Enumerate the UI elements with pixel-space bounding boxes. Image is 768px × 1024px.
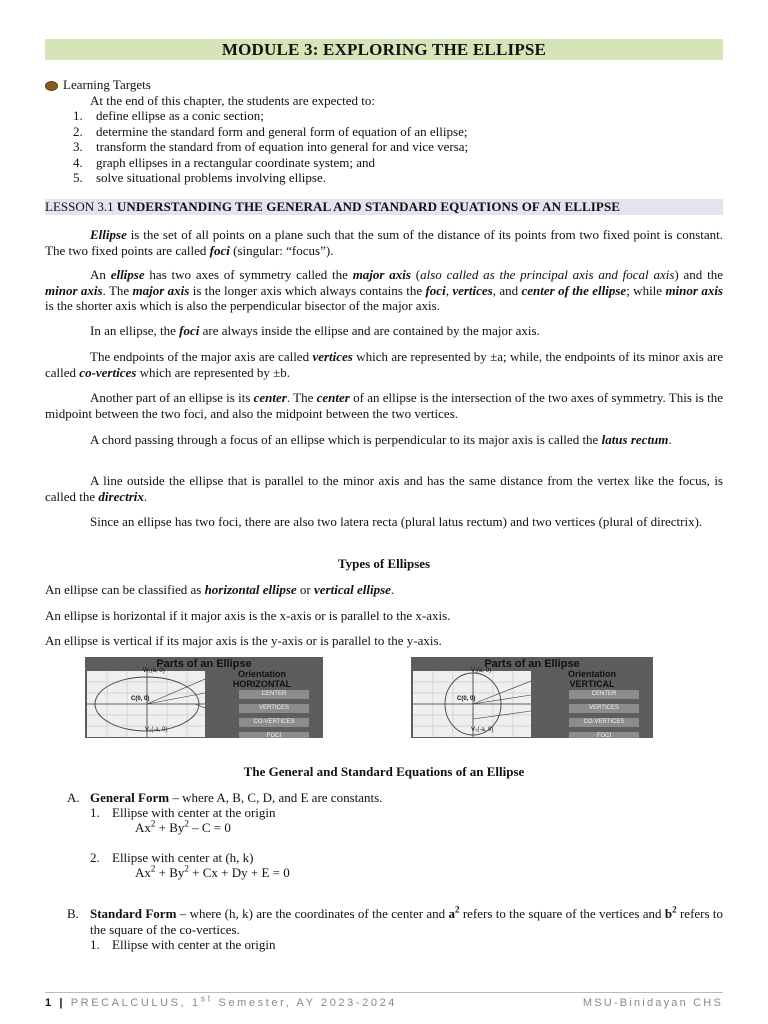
point-label: W₁(a, 0) (143, 668, 165, 674)
point-label: V₂(-a, 0) (471, 727, 494, 733)
label-vertices: VERTICES (239, 704, 309, 713)
general-form-item-2: 2. Ellipse with center at (h, k) (90, 850, 254, 865)
learning-targets-heading: Learning Targets (45, 77, 723, 93)
label-vertices: VERTICES (569, 704, 639, 713)
equation-general-hk: $Ax^2 + By^2 + Cx + Dy + E = 0$ (135, 863, 290, 880)
figure-title: Parts of an Ellipse (156, 658, 252, 670)
general-form-item-1: 1. Ellipse with center at the origin (90, 805, 276, 820)
point-label: C(0, 0) (457, 696, 476, 702)
page-footer (45, 993, 723, 1009)
targets-list (45, 108, 723, 186)
point-label: V₂(-a, 0) (145, 727, 168, 733)
figure-title: Parts of an Ellipse (484, 658, 580, 670)
footer-divider (45, 992, 723, 993)
orientation-label: Orientation VERTICAL (567, 669, 616, 689)
label-center: CENTER (239, 690, 309, 699)
label-co-vertices: CO-VERTICES (239, 718, 309, 727)
types-heading: Types of Ellipses (337, 556, 431, 571)
list-item: 5. solve situational problems involving ellipse. (73, 170, 327, 185)
list-item: 3. transform the standard from of equation into general for and vice versa; (73, 139, 469, 154)
equations-heading: The General and Standard Equations of an Ellipse (243, 764, 525, 779)
paragraph-foci: In an ellipse, the foci are always inside the ellipse and are contained by the major axis. (90, 323, 540, 338)
paragraph-latus-rectum: A chord passing through a focus of an ellipse which is perpendicular to its major axis is called the latus rectum. (90, 432, 672, 447)
figure-horizontal-ellipse (85, 657, 323, 738)
label-center: CENTER (569, 690, 639, 699)
ellipse-plot (87, 668, 205, 737)
paragraph-two-foci: Since an ellipse has two foci, there are also two latera recta (plural latus rectum) and two vertices (plural of directrix). (90, 514, 703, 529)
paragraph-vertices: The endpoints of the major axis are called vertices which are represented by ±a; while, the endpoints of its minor axis are called co-vertices which are represented by ±b. (45, 349, 723, 380)
lesson-heading: LESSON 3.1 UNDERSTANDING THE GENERAL AND STANDARD EQUATIONS OF AN ELLIPSE (45, 199, 723, 215)
list-item: 4. graph ellipses in a rectangular coordinate system; and (73, 154, 376, 170)
types-line-3: An ellipse is vertical if its major axis is the y-axis or is parallel to the y-axis. (45, 633, 442, 648)
paragraph-definition: Ellipse is the set of all points on a plane such that the sum of the distance of its points from two fixed point is constant. The two fixed points are called foci (singular: “focus”). (45, 227, 723, 258)
paragraph-center: Another part of an ellipse is its center. The center of an ellipse is the intersection of the two axes of symmetry. This is the midpoint between the two foci, and also the midpoint between the two vertices. (45, 390, 723, 421)
footer-course: 1 | PRECALCULUS, 1st Semester, AY 2023-2024 (45, 993, 398, 1009)
general-form: A. General Form – where A, B, C, D, and E are constants. (67, 790, 383, 805)
module-title: MODULE 3: EXPLORING THE ELLIPSE (45, 39, 723, 60)
standard-form-item-1: 1. Ellipse with center at the origin (90, 937, 276, 952)
targets-intro: At the end of this chapter, the students are expected to: (90, 92, 376, 108)
orientation-label: Orientation HORIZONTAL (232, 669, 292, 689)
label-co-vertices: CO-VERTICES (569, 718, 639, 727)
figure-vertical-ellipse (411, 657, 653, 738)
label-foci: FOCI (239, 732, 309, 738)
paragraph-directrix: A line outside the ellipse that is parallel to the minor axis and has the same distance from the vertex like the focus, is called the directrix. (45, 473, 723, 504)
types-line-1: An ellipse can be classified as horizontal ellipse or vertical ellipse. (45, 582, 395, 597)
point-label: C(0, 0) (131, 696, 150, 702)
ellipse-plot (413, 668, 531, 737)
list-item: 1. define ellipse as a conic section; (73, 108, 264, 123)
paragraph-axes: An ellipse has two axes of symmetry called the major axis (also called as the principal axis and focal axis) and the minor axis. The major axis is the longer axis which always contains the foci, vertices, and center of the ellipse; while minor axis is the shorter axis which is also the perpendicular bisector of the major axis. (45, 267, 723, 313)
types-line-2: An ellipse is horizontal if it major axis is the x-axis or is parallel to the x-axis. (45, 608, 451, 623)
bullet-icon (45, 81, 58, 91)
label-foci: FOCI (569, 732, 639, 738)
point-label: V₁(a, 0) (471, 668, 492, 674)
footer-school: MSU-Binidayan CHS (582, 997, 723, 1009)
list-item: 2. determine the standard form and general form of equation of an ellipse; (73, 123, 468, 139)
learning-targets (45, 77, 723, 186)
standard-form: B. Standard Form – where (h, k) are the coordinates of the center and $a^2$ refers to the square of the vertices and $b^2$ refers to the square of the co-vertices. (67, 904, 724, 937)
equation-general-origin: $Ax^2 + By^2 - C = 0$ (135, 818, 231, 835)
